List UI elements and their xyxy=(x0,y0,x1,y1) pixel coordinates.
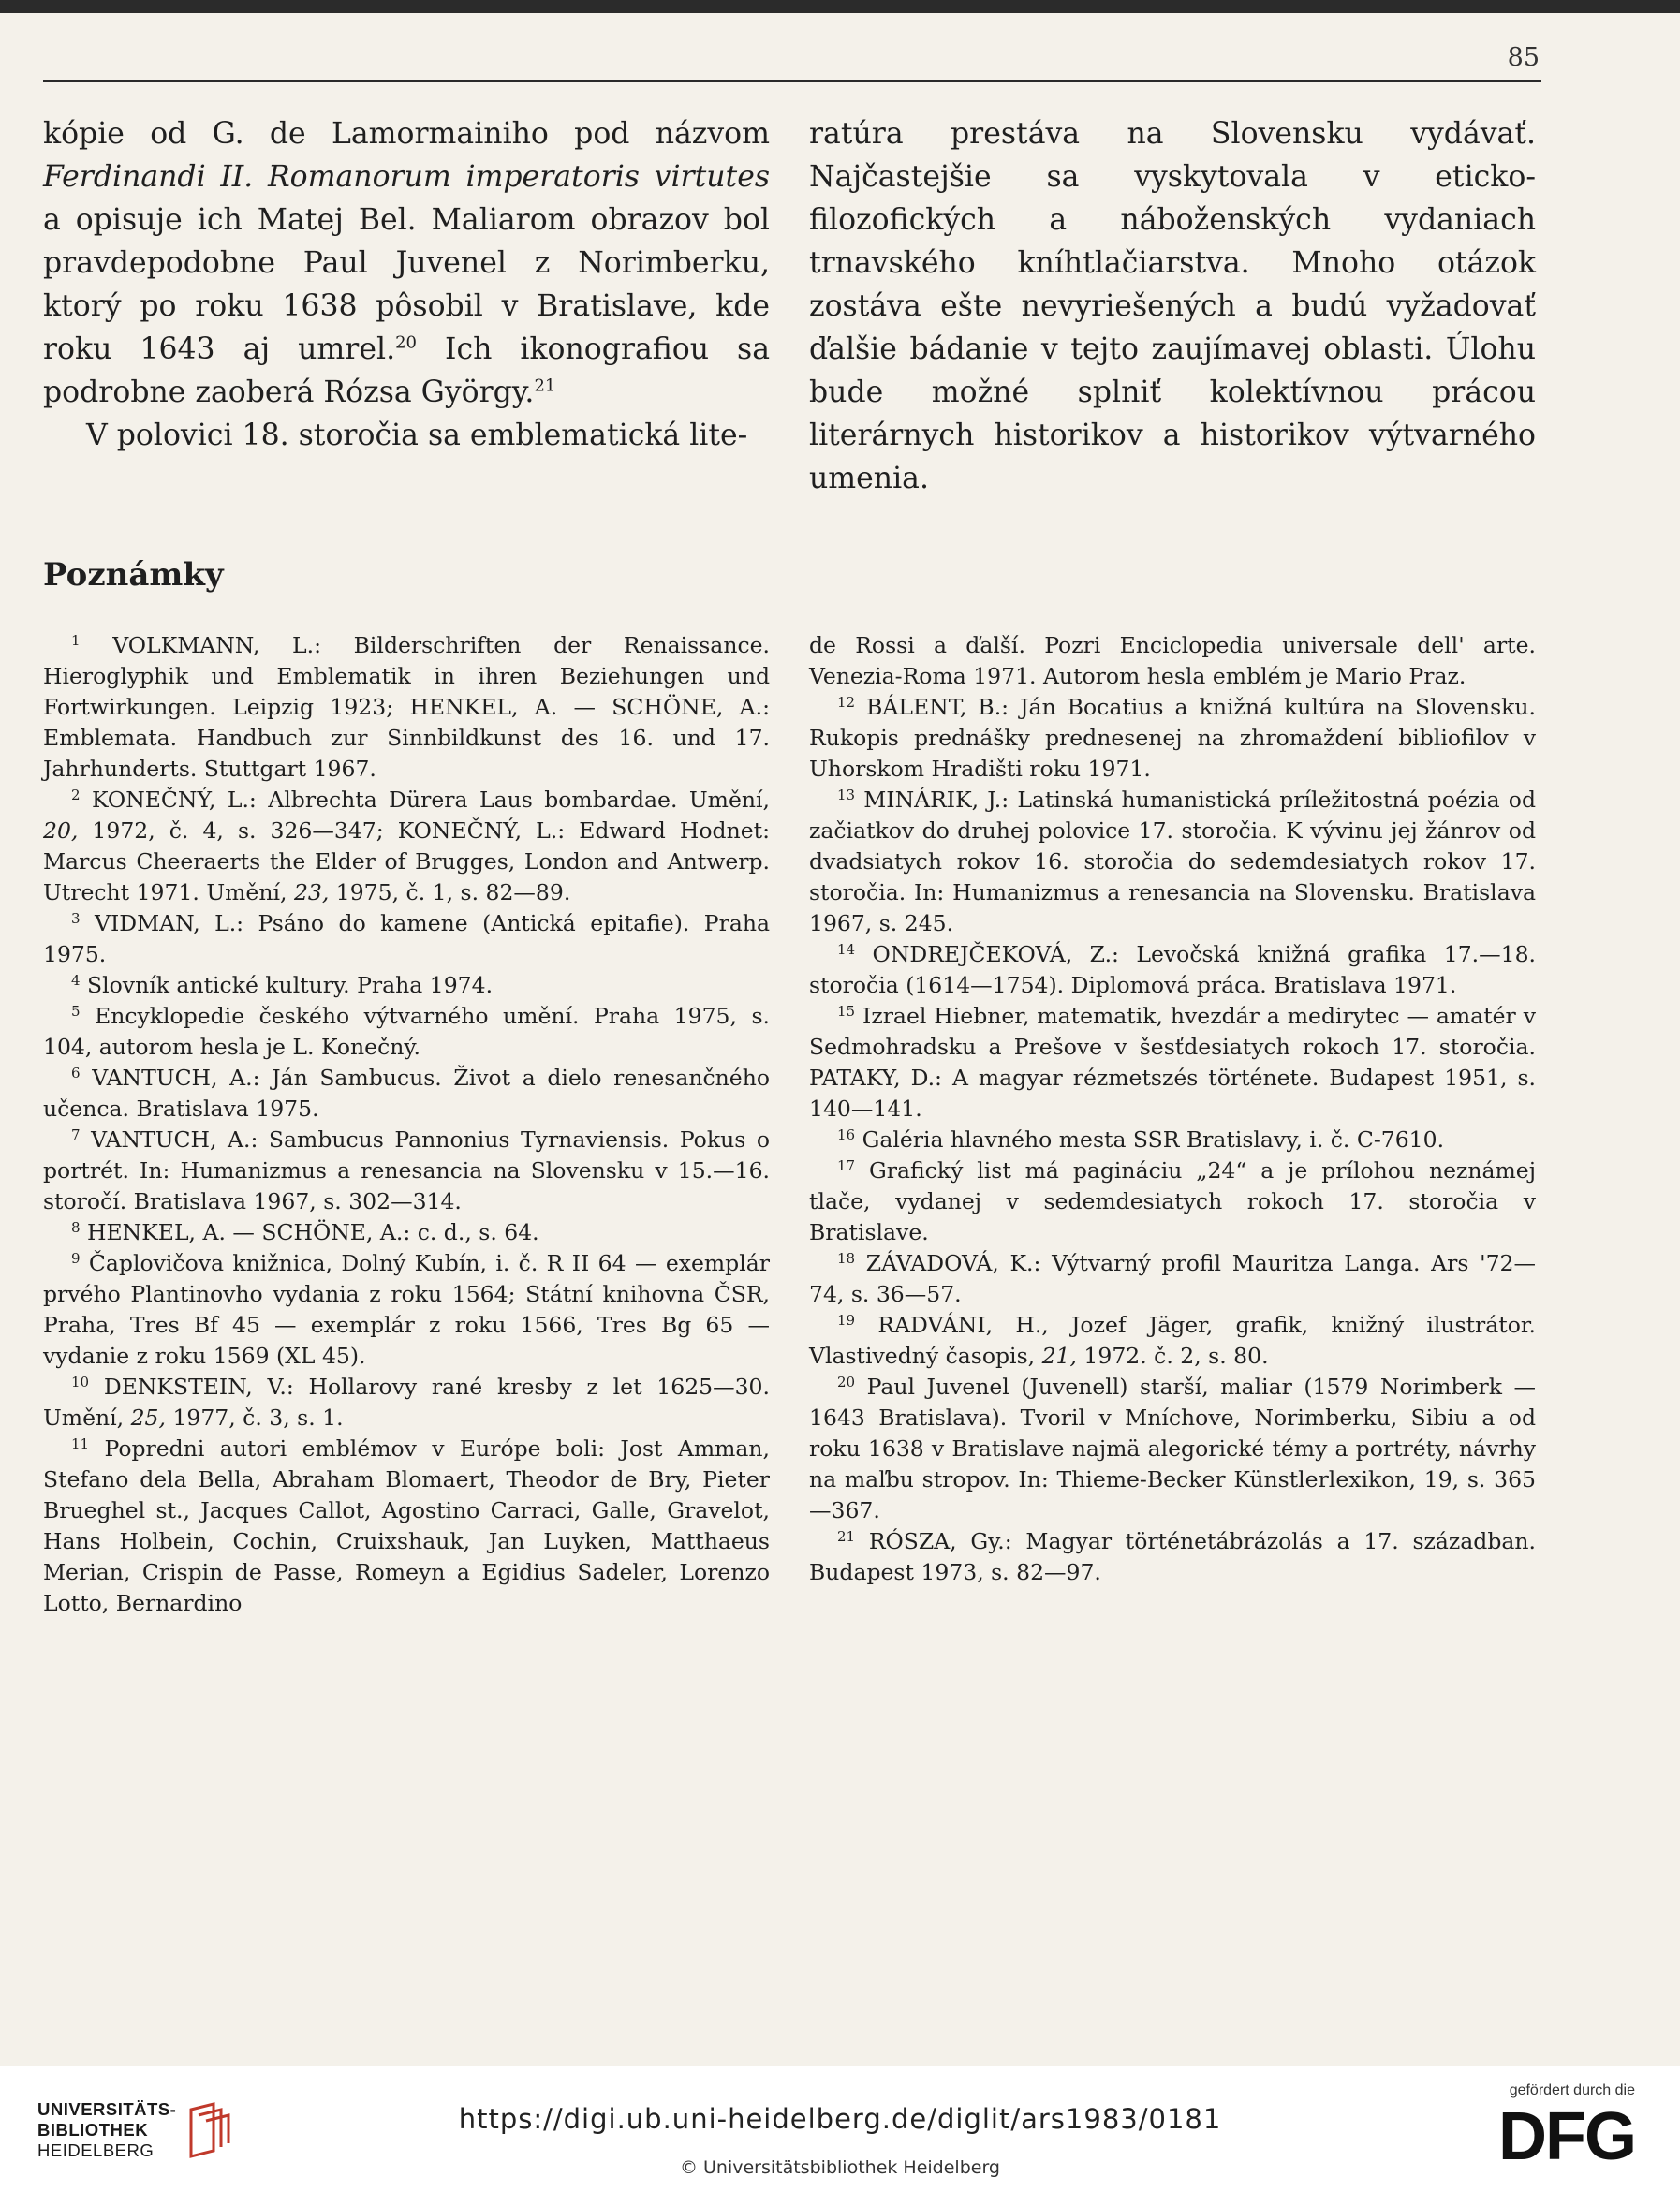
footnote xyxy=(43,908,770,970)
funder-logo[interactable] xyxy=(1498,2082,1635,2174)
page-number: 85 xyxy=(1507,43,1540,72)
footnote-number: 3 xyxy=(71,910,81,927)
text-run: V polovici 18. storočia sa emblematická lite- xyxy=(86,419,748,452)
footnote-number: 6 xyxy=(71,1065,81,1081)
copyright-text: © Universitätsbibliothek Heidelberg xyxy=(679,2157,1000,2178)
text-run: Grafický list má paginácіu „24“ a je prílohou neznámej tlače, vydanej v sedemdesiatych rokoch 17. storočia v Bratislave. xyxy=(809,1157,1536,1245)
footnote-number: 20 xyxy=(837,1374,856,1390)
body-column-right xyxy=(809,112,1536,500)
footnote xyxy=(809,1001,1536,1125)
footnote xyxy=(43,630,770,785)
footnote-reference: 20 xyxy=(395,332,417,353)
text-run: ONDREJČEKOVÁ, Z.: Levočská knižná grafika 17.—18. storočia (1614—1754). Diplomová práca. Bratislava 1971. xyxy=(809,941,1536,998)
footnote xyxy=(809,1155,1536,1248)
body-paragraph xyxy=(43,414,770,457)
italic-text: 23, xyxy=(293,879,330,905)
footnote-number: 7 xyxy=(71,1126,81,1143)
body-paragraph xyxy=(43,112,770,414)
permalink-url[interactable]: https://digi.ub.uni-heidelberg.de/diglit/ars1983/0181 xyxy=(458,2103,1222,2135)
text-run: a opisuje ich Matej Bel. Maliarom obrazov bol pravdepodobne Paul Juvenel z Norimberku, ktorý po roku 1638 pôsobil v Bratislave, kde roku 1643 aj umrel. xyxy=(43,203,770,366)
text-run: DENKSTEIN, V.: Hollarovy rané kresby z let 1625—30. Umění, xyxy=(43,1374,770,1431)
text-run: RADVÁNI, H., Jozef Jäger, grafik, knižný ilustrátor. Vlastivedný časopis, xyxy=(809,1312,1536,1369)
text-run: Slovník antické kultury. Praha 1974. xyxy=(87,972,494,998)
footnote-number: 10 xyxy=(71,1374,90,1390)
footnote xyxy=(809,939,1536,1001)
notes-heading: Poznámky xyxy=(43,556,224,594)
viewer-footer xyxy=(0,2066,1680,2192)
footnote-number: 14 xyxy=(837,941,856,958)
text-run: VIDMAN, L.: Psáno do kamene (Antická epitafie). Praha 1975. xyxy=(43,910,770,967)
footnote-number: 21 xyxy=(837,1528,856,1545)
footnote xyxy=(43,1248,770,1372)
footnote xyxy=(43,785,770,908)
library-name: UNIVERSITÄTS- BIBLIOTHEK HEIDELBERG xyxy=(37,2099,177,2160)
footnote-number: 11 xyxy=(71,1435,90,1452)
body-paragraph xyxy=(809,112,1536,500)
footnote-number: 15 xyxy=(837,1003,856,1020)
text-run: BÁLENT, B.: Ján Bocatius a knižná kultúra na Slovensku. Rukopis prednášky prednesenej na zhromaždení bibliofilov v Uhorskom Hradišti roku 1971. xyxy=(809,694,1536,782)
text-run: kópie od G. de Lamormainiho pod názvom xyxy=(43,117,770,151)
text-run: ZÁVADOVÁ, K.: Výtvarný profil Mauritza Langa. Ars '72—74, s. 36—57. xyxy=(809,1250,1536,1307)
italic-text: Ferdinandi II. Romanorum imperatoris virtutes xyxy=(43,160,770,194)
header-rule xyxy=(43,80,1541,82)
text-run: de Rossi a ďalší. Pozri Enciclopedia universale dell' arte. Venezia-Roma 1971. Autorom hesla emblém je Mario Praz. xyxy=(809,632,1536,689)
footnote-number: 8 xyxy=(71,1219,81,1236)
footnote xyxy=(809,785,1536,939)
funder-label: gefördert durch die xyxy=(1509,2082,1635,2098)
footnote-number: 9 xyxy=(71,1250,81,1267)
text-run: MINÁRIK, J.: Latinská humanistická príležitostná poézia od začiatkov do druhej polovice 17. storočia. K vývinu jej žánrov od dvadsiatych rokov 16. storočia do sedemdesiatych rokov 17. storočia. In: Humanizmus a renesancia na Slovensku. Bratislava 1967, s. 245. xyxy=(809,787,1536,936)
text-run: Ich ikonografiou sa podrobne zaoberá Rózsa György. xyxy=(43,332,770,409)
footnote xyxy=(43,1001,770,1063)
text-run: 1977, č. 3, s. 1. xyxy=(165,1405,344,1431)
notes-column-left xyxy=(43,630,770,1619)
text-run: 1972, č. 4, s. 326—347; KONEČNÝ, L.: Edward Hodnet: Marcus Cheeraerts the Elder of Brugges, London and Antwerp. Utrecht 1971. Umění, xyxy=(43,817,770,905)
footnote xyxy=(809,692,1536,785)
text-run: VANTUCH, A.: Ján Sambucus. Život a dielo renesančného učenca. Bratislava 1975. xyxy=(43,1065,770,1122)
text-run: Paul Juvenel (Juvenell) starší, maliar (1579 Norimberk — 1643 Bratislava). Tvoril v Mníchove, Norimberku, Sibiu a od roku 1638 v Bratislave najmä alegorické témy a portréty, návrhy na maľbu stropov. In: Thieme-Becker Künstlerlexikon, 19, s. 365—367. xyxy=(809,1374,1536,1523)
footnote-number: 1 xyxy=(71,632,81,649)
footnote-number: 19 xyxy=(837,1312,856,1329)
text-run: 1972. č. 2, s. 80. xyxy=(1076,1343,1269,1369)
footnote-number: 13 xyxy=(837,787,856,803)
text-run: Popredni autori emblémov v Európe boli: Jost Amman, Stefano dela Bella, Abraham Blomaert, Theodor de Bry, Pieter Brueghel st., Jacques Callot, Agostino Carraci, Galle, Gravelot, Hans Holbein, Cochin, Cruixshauk, Jan Luyken, Matthaeus Merian, Crispin de Passe, Romeyn a Egidius Sadeler, Lorenzo Lotto, Bernardino xyxy=(43,1435,770,1616)
footnote xyxy=(809,1125,1536,1155)
text-run: Izrael Hiebner, matematik, hvezdár a medirytec — amatér v Sedmohradsku a Prešove v šesťdesiatych rokoch 17. storočia. PATAKY, D.: A magyar rézmetszés története. Budapest 1951, s. 140—141. xyxy=(809,1003,1536,1122)
footnote xyxy=(43,1217,770,1248)
notes-column-right xyxy=(809,630,1536,1588)
footnote xyxy=(809,1372,1536,1526)
text-run: Galéria hlavného mesta SSR Bratislavy, i. č. C-7610. xyxy=(862,1126,1445,1153)
text-run: VOLKMANN, L.: Bilderschriften der Renaissance. Hieroglyphik und Emblematik in ihren Beziehungen und Fortwirkungen. Leipzig 1923; HENKEL, A. — SCHÖNE, A.: Emblemata. Handbuch zur Sinnbildkunst des 16. und 17. Jahrhunderts. Stuttgart 1967. xyxy=(43,632,770,782)
footnote-number: 2 xyxy=(71,787,81,803)
text-run: ratúra prestáva na Slovensku vydávať. Najčastejšie sa vyskytovala v eticko-filozofických a náboženských vydaniach trnavského kníhtlačiarstva. Mnoho otázok zostáva ešte nevyriešených a budú vyžadovať ďalšie bádanie v tejto zaujímavej oblasti. Úlohu bude možné splniť kolektívnou prácou literárnych historikov a historikov výtvarného umenia. xyxy=(809,117,1536,495)
text-run: 1975, č. 1, s. 82—89. xyxy=(329,879,571,905)
text-run: KONEČNÝ, L.: Albrechta Dürera Laus bombardae. Umění, xyxy=(92,787,770,813)
footnote xyxy=(43,1434,770,1619)
footnote xyxy=(809,1310,1536,1372)
footnote-number: 17 xyxy=(837,1157,856,1174)
footnote xyxy=(809,1248,1536,1310)
footnote-number: 5 xyxy=(71,1003,81,1020)
italic-text: 21, xyxy=(1041,1343,1077,1369)
footnote xyxy=(809,1526,1536,1588)
italic-text: 20, xyxy=(43,817,79,844)
footnote-number: 4 xyxy=(71,972,81,989)
footnote xyxy=(43,970,770,1001)
footnote xyxy=(43,1063,770,1125)
footnote-reference: 21 xyxy=(534,375,556,396)
footnote-number: 12 xyxy=(837,694,856,711)
footnote xyxy=(43,1125,770,1217)
footnote-number: 16 xyxy=(837,1126,856,1143)
body-column-left xyxy=(43,112,770,457)
footnote-number: 18 xyxy=(837,1250,856,1267)
text-run: RÓSZA, Gy.: Magyar történetábrázolás a 17. században. Budapest 1973, s. 82—97. xyxy=(809,1528,1536,1585)
dfg-logo-icon: DFG xyxy=(1498,2099,1635,2174)
footnote xyxy=(809,630,1536,692)
italic-text: 25, xyxy=(130,1405,166,1431)
text-run: Čaplovičova knižnica, Dolný Kubín, i. č. R II 64 — exemplár prvého Plantinovho vydania z roku 1564; Státní knihovna ČSR, Praha, Tres Bf 45 — exemplár z roku 1566, Tres Bg 65 — vydanie z roku 1569 (XL 45). xyxy=(43,1250,770,1369)
text-run: Encyklopedie českého výtvarného umění. Praha 1975, s. 104, autorom hesla je L. Konečný. xyxy=(43,1003,770,1060)
text-run: VANTUCH, A.: Sambucus Pannonius Tyrnaviensis. Pokus o portrét. In: Humanizmus a renesancia na Slovensku v 15.—16. storočí. Bratislava 1967, s. 302—314. xyxy=(43,1126,770,1214)
text-run: HENKEL, A. — SCHÖNE, A.: c. d., s. 64. xyxy=(87,1219,539,1245)
footnote xyxy=(43,1372,770,1434)
scan-top-edge xyxy=(0,0,1680,13)
